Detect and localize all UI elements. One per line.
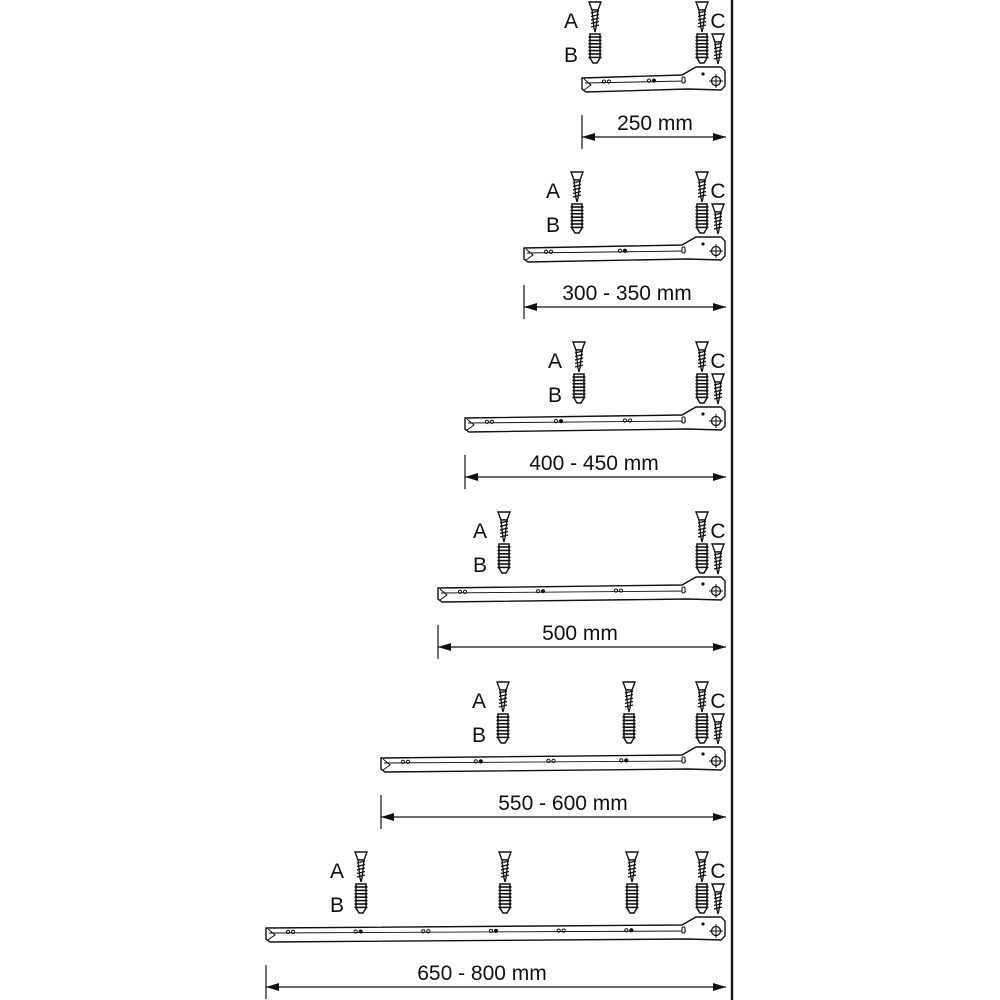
wood-screw-icon xyxy=(571,172,583,202)
wood-screw-icon xyxy=(355,852,367,882)
euro-screw-icon xyxy=(626,884,639,913)
screw-label-b: B xyxy=(545,214,561,237)
euro-screw-icon xyxy=(696,204,709,233)
euro-screw-icon xyxy=(696,714,709,743)
euro-screw-icon xyxy=(696,544,709,573)
length-label: 500 mm xyxy=(542,622,618,645)
screw-label-a: A xyxy=(471,690,487,713)
runner-row xyxy=(438,512,726,659)
screw-label-c: C xyxy=(710,860,726,883)
runner-row xyxy=(381,682,726,829)
runner-row xyxy=(524,172,726,319)
wood-screw-icon xyxy=(589,2,601,32)
euro-screw-icon xyxy=(499,884,512,913)
euro-screw-icon xyxy=(696,34,709,63)
length-label: 250 mm xyxy=(617,112,693,135)
length-label: 550 - 600 mm xyxy=(498,792,628,815)
screw-label-c: C xyxy=(710,520,726,543)
length-label: 300 - 350 mm xyxy=(562,282,692,305)
screw-label-a: A xyxy=(472,520,488,543)
wood-screw-icon xyxy=(712,714,724,744)
dimension-line xyxy=(524,282,726,319)
screw-label-a: A xyxy=(563,10,579,33)
wood-screw-icon xyxy=(712,374,724,404)
runner-row xyxy=(564,2,726,149)
wood-screw-icon xyxy=(497,682,509,712)
euro-screw-icon xyxy=(589,34,602,63)
screw-label-a: A xyxy=(329,860,345,883)
wood-screw-icon xyxy=(626,852,638,882)
length-label: 400 - 450 mm xyxy=(529,452,659,475)
wood-screw-icon xyxy=(696,2,708,32)
wood-screw-icon xyxy=(573,342,585,372)
wood-screw-icon xyxy=(712,204,724,234)
dimension-line xyxy=(438,622,726,659)
euro-screw-icon xyxy=(498,544,511,573)
wood-screw-icon xyxy=(712,884,724,914)
dimension-line xyxy=(381,792,726,829)
runner-rows xyxy=(266,2,726,999)
runner-rail xyxy=(465,407,725,432)
wood-screw-icon xyxy=(623,682,635,712)
wood-screw-icon xyxy=(499,852,511,882)
dimension-line xyxy=(465,452,726,489)
screw-label-c: C xyxy=(710,690,726,713)
wood-screw-icon xyxy=(696,852,708,882)
runner-row xyxy=(266,852,726,999)
euro-screw-icon xyxy=(571,204,584,233)
wood-screw-icon xyxy=(696,172,708,202)
wood-screw-icon xyxy=(696,342,708,372)
screw-label-a: A xyxy=(545,180,561,203)
runner-rail xyxy=(582,67,725,92)
screw-label-a: A xyxy=(547,350,563,373)
screw-label-c: C xyxy=(710,10,726,33)
length-label: 650 - 800 mm xyxy=(417,962,547,985)
wood-screw-icon xyxy=(498,512,510,542)
euro-screw-icon xyxy=(355,884,368,913)
runner-rail xyxy=(381,747,725,772)
wood-screw-icon xyxy=(696,512,708,542)
screw-label-b: B xyxy=(471,724,487,747)
runner-rail xyxy=(438,577,725,602)
runner-rail xyxy=(524,237,725,262)
euro-screw-icon xyxy=(696,884,709,913)
euro-screw-icon xyxy=(497,714,510,743)
wood-screw-icon xyxy=(696,682,708,712)
euro-screw-icon xyxy=(696,374,709,403)
dimension-line xyxy=(582,112,726,149)
wood-screw-icon xyxy=(712,544,724,574)
wood-screw-icon xyxy=(712,34,724,64)
screw-label-c: C xyxy=(710,350,726,373)
screw-label-b: B xyxy=(472,554,488,577)
screw-label-b: B xyxy=(563,44,579,67)
screw-label-b: B xyxy=(547,384,563,407)
runner-row xyxy=(465,342,726,489)
screw-label-b: B xyxy=(329,894,345,917)
dimension-line xyxy=(266,962,726,999)
screw-label-c: C xyxy=(710,180,726,203)
euro-screw-icon xyxy=(573,374,586,403)
runner-rail xyxy=(266,917,725,942)
euro-screw-icon xyxy=(623,714,636,743)
